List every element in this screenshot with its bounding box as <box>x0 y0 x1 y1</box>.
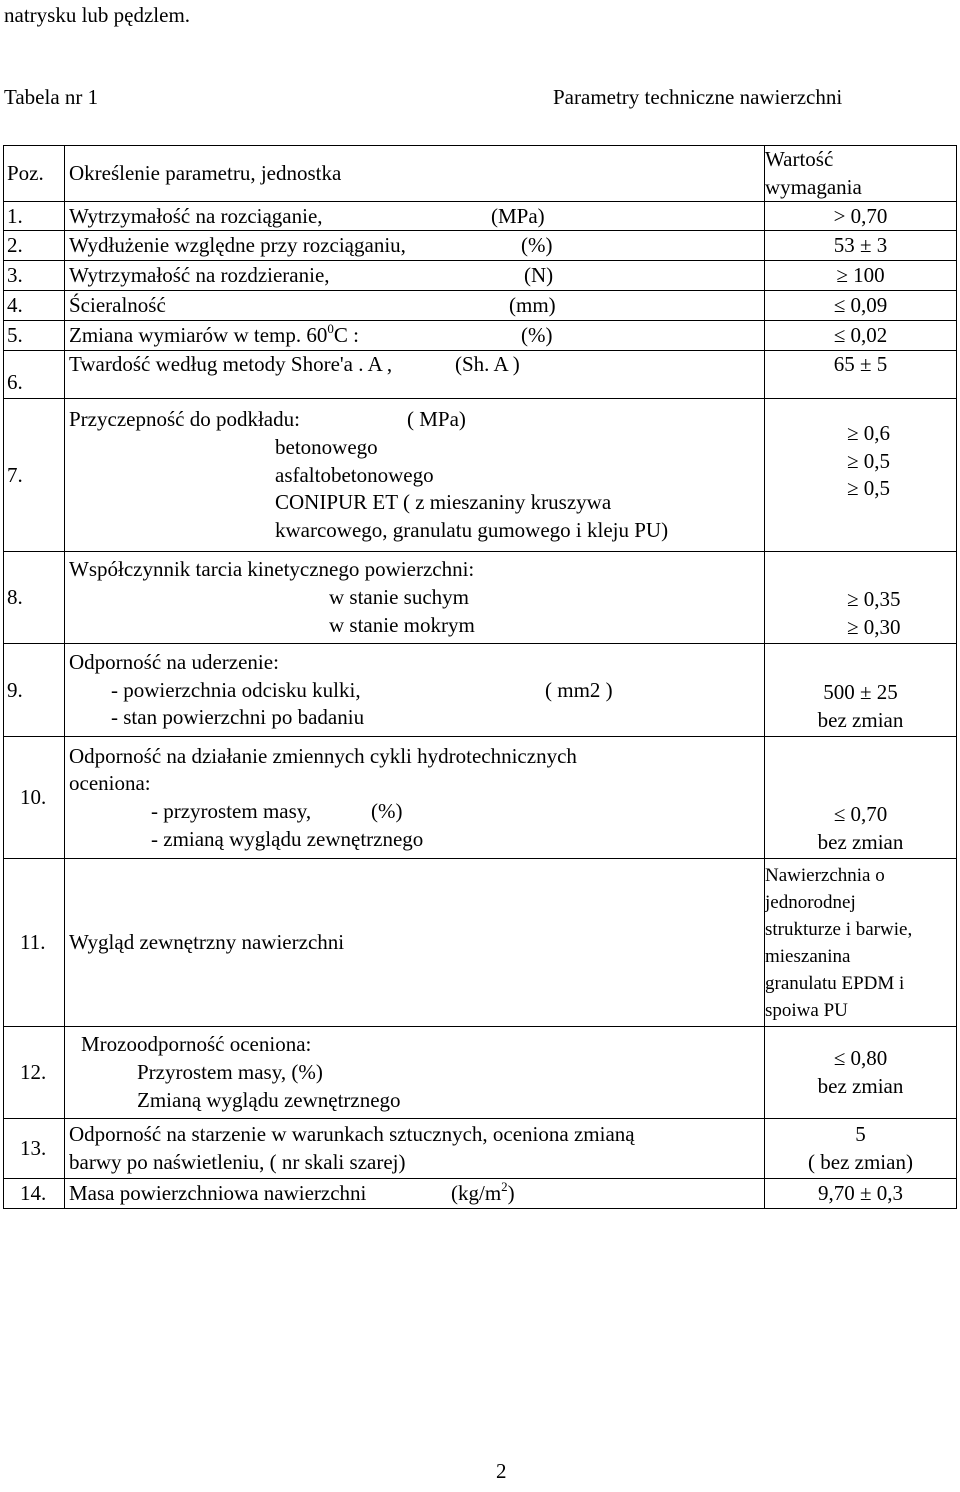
row-value: ≥ 0,6 ≥ 0,5 ≥ 0,5 <box>765 399 957 552</box>
row-unit: ( mm2 ) <box>545 677 613 702</box>
row-unit: (N) <box>524 263 554 288</box>
row-value: 500 ± 25 bez zmian <box>765 644 957 737</box>
row-pos: 14. <box>4 1179 65 1209</box>
row-label: Masa powierzchniowa nawierzchni $(kg/m^2)$ <box>65 1179 765 1209</box>
row-pos: 8. <box>4 552 65 644</box>
row-value: 53 ± 3 <box>765 231 957 261</box>
row-value: ≥ 100 <box>765 261 957 291</box>
row-pos: 2. <box>4 231 65 261</box>
table-row <box>4 1027 957 1119</box>
row-value: Nawierzchnia o jednorodnej strukturze i barwie, mieszanina granulatu EPDM i spoiwa PU <box>765 859 957 1027</box>
header-pos: Poz. <box>4 146 65 202</box>
row-pos: 3. <box>4 261 65 291</box>
row-label: Zmiana wymiarów w temp. $60^0C$ : (%) <box>65 321 765 351</box>
row-label: Przyczepność do podkładu: ( MPa) betonowego asfaltobetonowego CONIPUR ET ( z mieszaniny kruszywa kwarcowego, granulatu gumowego i kleju PU) <box>65 399 765 552</box>
row-unit: $(kg/m^2)$ <box>451 1179 515 1206</box>
table-row <box>4 231 957 261</box>
row-value: 9,70 ± 0,3 <box>765 1179 957 1209</box>
table-row <box>4 321 957 351</box>
table-row <box>4 399 957 552</box>
row-pos: 5. <box>4 321 65 351</box>
row-label: Mrozoodporność oceniona: Przyrostem masy, (%) Zmianą wyglądu zewnętrznego <box>65 1027 765 1119</box>
row-unit: (%) <box>521 233 553 258</box>
row-value: ≤ 0,80 bez zmian <box>765 1027 957 1119</box>
row-pos: 10. <box>4 737 65 859</box>
row-value: ≤ 0,09 <box>765 291 957 321</box>
row-label: Ścieralność (mm) <box>65 291 765 321</box>
row-label: Wygląd zewnętrzny nawierzchni <box>65 859 765 1027</box>
row-unit: (%) <box>371 798 403 823</box>
row-label: Odporność na działanie zmiennych cykli hydrotechnicznych oceniona: - przyrostem masy, (%) - zmianą wyglądu zewnętrznego <box>65 737 765 859</box>
table-row <box>4 1119 957 1179</box>
row-label: Współczynnik tarcia kinetycznego powierzchni: w stanie suchym w stanie mokrym <box>65 552 765 644</box>
row-value: ≥ 0,35 ≥ 0,30 <box>765 552 957 644</box>
row-pos: 12. <box>4 1027 65 1119</box>
table-row <box>4 202 957 231</box>
page-number: 2 <box>496 1459 507 1483</box>
row-label: Odporność na uderzenie: - powierzchnia odcisku kulki, ( mm2 ) - stan powierzchni po badaniu <box>65 644 765 737</box>
row-label: Odporność na starzenie w warunkach sztucznych, oceniona zmianą barwy po naświetleniu, ( nr skali szarej) <box>65 1119 765 1179</box>
row-label: Wytrzymałość na rozciąganie, (MPa) <box>65 202 765 231</box>
table-label: Tabela nr 1 <box>4 85 99 109</box>
row-label: Wydłużenie względne przy rozciąganiu, (%) <box>65 231 765 261</box>
header-param: Określenie parametru, jednostka <box>65 146 765 202</box>
row-value: ≤ 0,70 bez zmian <box>765 737 957 859</box>
row-unit: (mm) <box>509 293 556 318</box>
row-unit: (Sh. A ) <box>455 352 520 377</box>
table-row <box>4 351 957 399</box>
table-row <box>4 261 957 291</box>
table-header-row <box>4 146 957 202</box>
row-unit: (%) <box>521 323 553 348</box>
table-row <box>4 291 957 321</box>
row-pos: 4. <box>4 291 65 321</box>
row-pos: 7. <box>4 399 65 552</box>
superscript: 0 <box>327 321 334 337</box>
row-pos: 9. <box>4 644 65 737</box>
row-value: > 0,70 <box>765 202 957 231</box>
table-row <box>4 737 957 859</box>
row-pos: 6. <box>4 351 65 399</box>
table-row <box>4 859 957 1027</box>
table-row <box>4 1179 957 1209</box>
parameters-table <box>3 145 957 1209</box>
row-label: Wytrzymałość na rozdzieranie, (N) <box>65 261 765 291</box>
row-label: Twardość według metody Shore'a . A , (Sh. A ) <box>65 351 765 399</box>
table-title: Parametry techniczne nawierzchni <box>553 85 843 109</box>
row-value: 5 ( bez zmian) <box>765 1119 957 1179</box>
row-unit: ( MPa) <box>407 407 466 432</box>
row-pos: 1. <box>4 202 65 231</box>
row-pos: 13. <box>4 1119 65 1179</box>
superscript: 2 <box>501 1179 508 1195</box>
header-value: Wartość wymagania <box>765 146 957 202</box>
table-row <box>4 644 957 737</box>
row-value: 65 ± 5 <box>765 351 957 399</box>
table-row <box>4 552 957 644</box>
row-unit: (MPa) <box>491 203 545 228</box>
row-value: ≤ 0,02 <box>765 321 957 351</box>
intro-line: natrysku lub pędzlem. <box>4 3 191 27</box>
row-pos: 11. <box>4 859 65 1027</box>
